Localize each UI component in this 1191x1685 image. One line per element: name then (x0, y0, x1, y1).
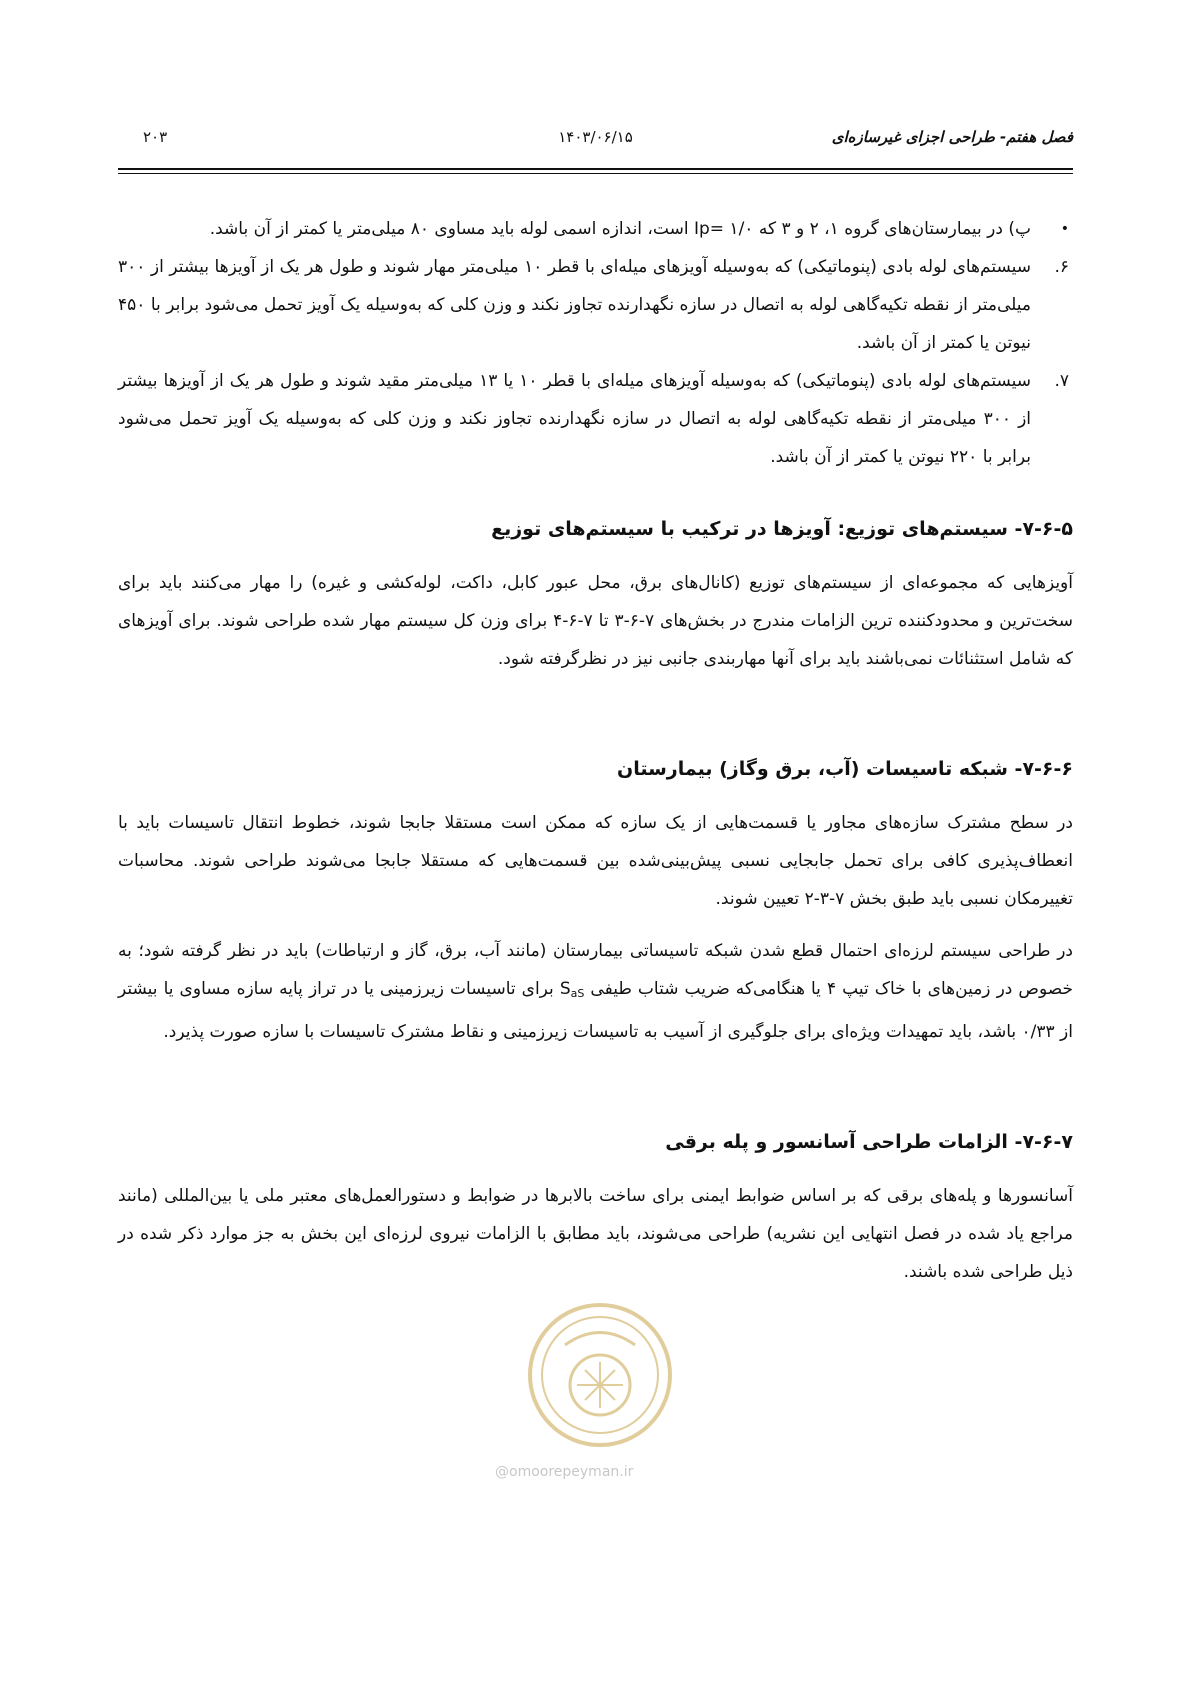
symbol-base: S (559, 979, 571, 999)
section-heading: ۷-۶-۵- سیستم‌های توزیع: آویزها در ترکیب با سیستم‌های توزیع (491, 518, 1073, 540)
paragraph-text-after: برای تاسیسات زیرزمینی یا در تراز پایه سازه مساوی یا بیشتر از ۰/۳۳ باشد، باید تمهیدات ویژه‌ای برای جلوگیری از آسیب به تاسیسات زیرزمینی و نقاط مشترک تاسیسات با سازه صورت پذیرد. (118, 979, 1073, 1042)
list-number: ۶. (1054, 257, 1069, 277)
paragraph-text-before: در طراحی سیستم لرزه‌ای احتمال قطع شدن شبکه تاسیساتی بیمارستان (مانند آب، برق، گاز و ارتباطات) باید در نظر گرفته شود؛ به خصوص در زمین‌های با خاک تیپ ۴ یا هنگامی‌که ضریب شتاب طیفی (118, 941, 1073, 999)
section-heading: ۷-۶-۷- الزامات طراحی آسانسور و پله برقی (665, 1131, 1073, 1153)
symbol-subscript: aS (570, 987, 585, 1000)
page-content (118, 210, 1073, 1291)
seal-icon (525, 1300, 675, 1450)
running-header (118, 128, 1073, 156)
section-heading: ۷-۶-۶- شبکه تاسیسات (آب، برق وگاز) بیمارستان (617, 758, 1073, 780)
symbol-sas (560, 979, 585, 999)
list-item-text-after: است، اندازه اسمی لوله باید مساوی ۸۰ میلی‌متر یا کمتر از آن باشد. (209, 219, 694, 239)
header-date: ۱۴۰۳/۰۶/۱۵ (558, 128, 633, 146)
list-item-text: سیستم‌های لوله بادی (پنوماتیکی) که به‌وسیله آویزهای میله‌ای با قطر ۱۰ یا ۱۳ میلی‌متر مقید شوند و طول هر یک از آویزها بیشتر از ۳۰۰ میلی‌متر از نقطه تکیه‌گاهی لوله به اتصال در سازه نگهدارنده تجاوز نکند و وزن کلی که به‌وسیله یک آویز تحمل می‌شود برابر با ۲۲۰ نیوتن یا کمتر از آن باشد. (118, 371, 1032, 467)
page-number: ۲۰۳ (143, 128, 168, 146)
watermark-text: @omoorepeyman.ir (495, 1464, 634, 1480)
list-item-text: سیستم‌های لوله بادی (پنوماتیکی) که به‌وسیله آویزهای میله‌ای با قطر ۱۰ میلی‌متر مهار شوند و طول هر یک از آویزها بیشتر از ۳۰۰ میلی‌متر از نقطه تکیه‌گاهی لوله به اتصال در سازه نگهدارنده تجاوز نکند و وزن کلی که به‌وسیله یک آویز تحمل می‌شود برابر با ۴۵۰ نیوتن یا کمتر از آن باشد. (118, 257, 1031, 353)
formula-ip: Ip= ۱/۰ (693, 219, 754, 239)
chapter-title: فصل هفتم- طراحی اجزای غیرسازه‌ای (831, 128, 1073, 146)
bullet-marker: • (1060, 221, 1069, 237)
paragraph: در سطح مشترک سازه‌های مجاور یا قسمت‌هایی از یک سازه که ممکن است مستقلا جابجا شوند، خطوط انتقال تاسیسات باید با انعطاف‌پذیری کافی برای تحمل جابجایی نسبی پیش‌بینی‌شده بین قسمت‌هایی که مستقلا جابجا می‌شوند طراحی شوند. محاسبات تغییرمکان نسبی باید طبق بخش ۷-۳-۲ تعیین شوند. (118, 813, 1073, 909)
header-rule (118, 168, 1073, 170)
paragraph: آسانسورها و پله‌های برقی که بر اساس ضوابط ایمنی برای ساخت بالابرها در ضوابط و دستورالعمل‌های معتبر ملی یا بین‌المللی (مانند مراجع یاد شده در فصل انتهایی این نشریه) طراحی می‌شوند، باید مطابق با الزامات نیروی لرزه‌ای این بخش به جز موارد ذکر شده در ذیل طراحی شده باشند. (118, 1186, 1073, 1282)
watermark (495, 1300, 675, 1480)
list-item (118, 210, 1073, 248)
paragraph: آویزهایی که مجموعه‌ای از سیستم‌های توزیع (کانال‌های برق، محل عبور کابل، داکت، لوله‌کشی و غیره) را مهار می‌کنند باید برای سخت‌ترین و محدودکننده ترین الزامات مندرج در بخش‌های ۷-۶-۳ تا ۷-۶-۴ برای وزن کل سیستم مهار شده طراحی شوند. برای آویزهای که شامل استثنائات نمی‌باشند باید برای آنها مهاربندی جانبی نیز در نظرگرفته شود. (118, 573, 1074, 669)
list-item (118, 248, 1073, 362)
list-item-text-before: پ) در بیمارستان‌های گروه ۱، ۲ و ۳ که (753, 219, 1031, 239)
list-item (118, 362, 1073, 476)
header-rule-thin (118, 173, 1073, 174)
paragraph (118, 932, 1073, 1051)
list-number: ۷. (1054, 371, 1069, 391)
